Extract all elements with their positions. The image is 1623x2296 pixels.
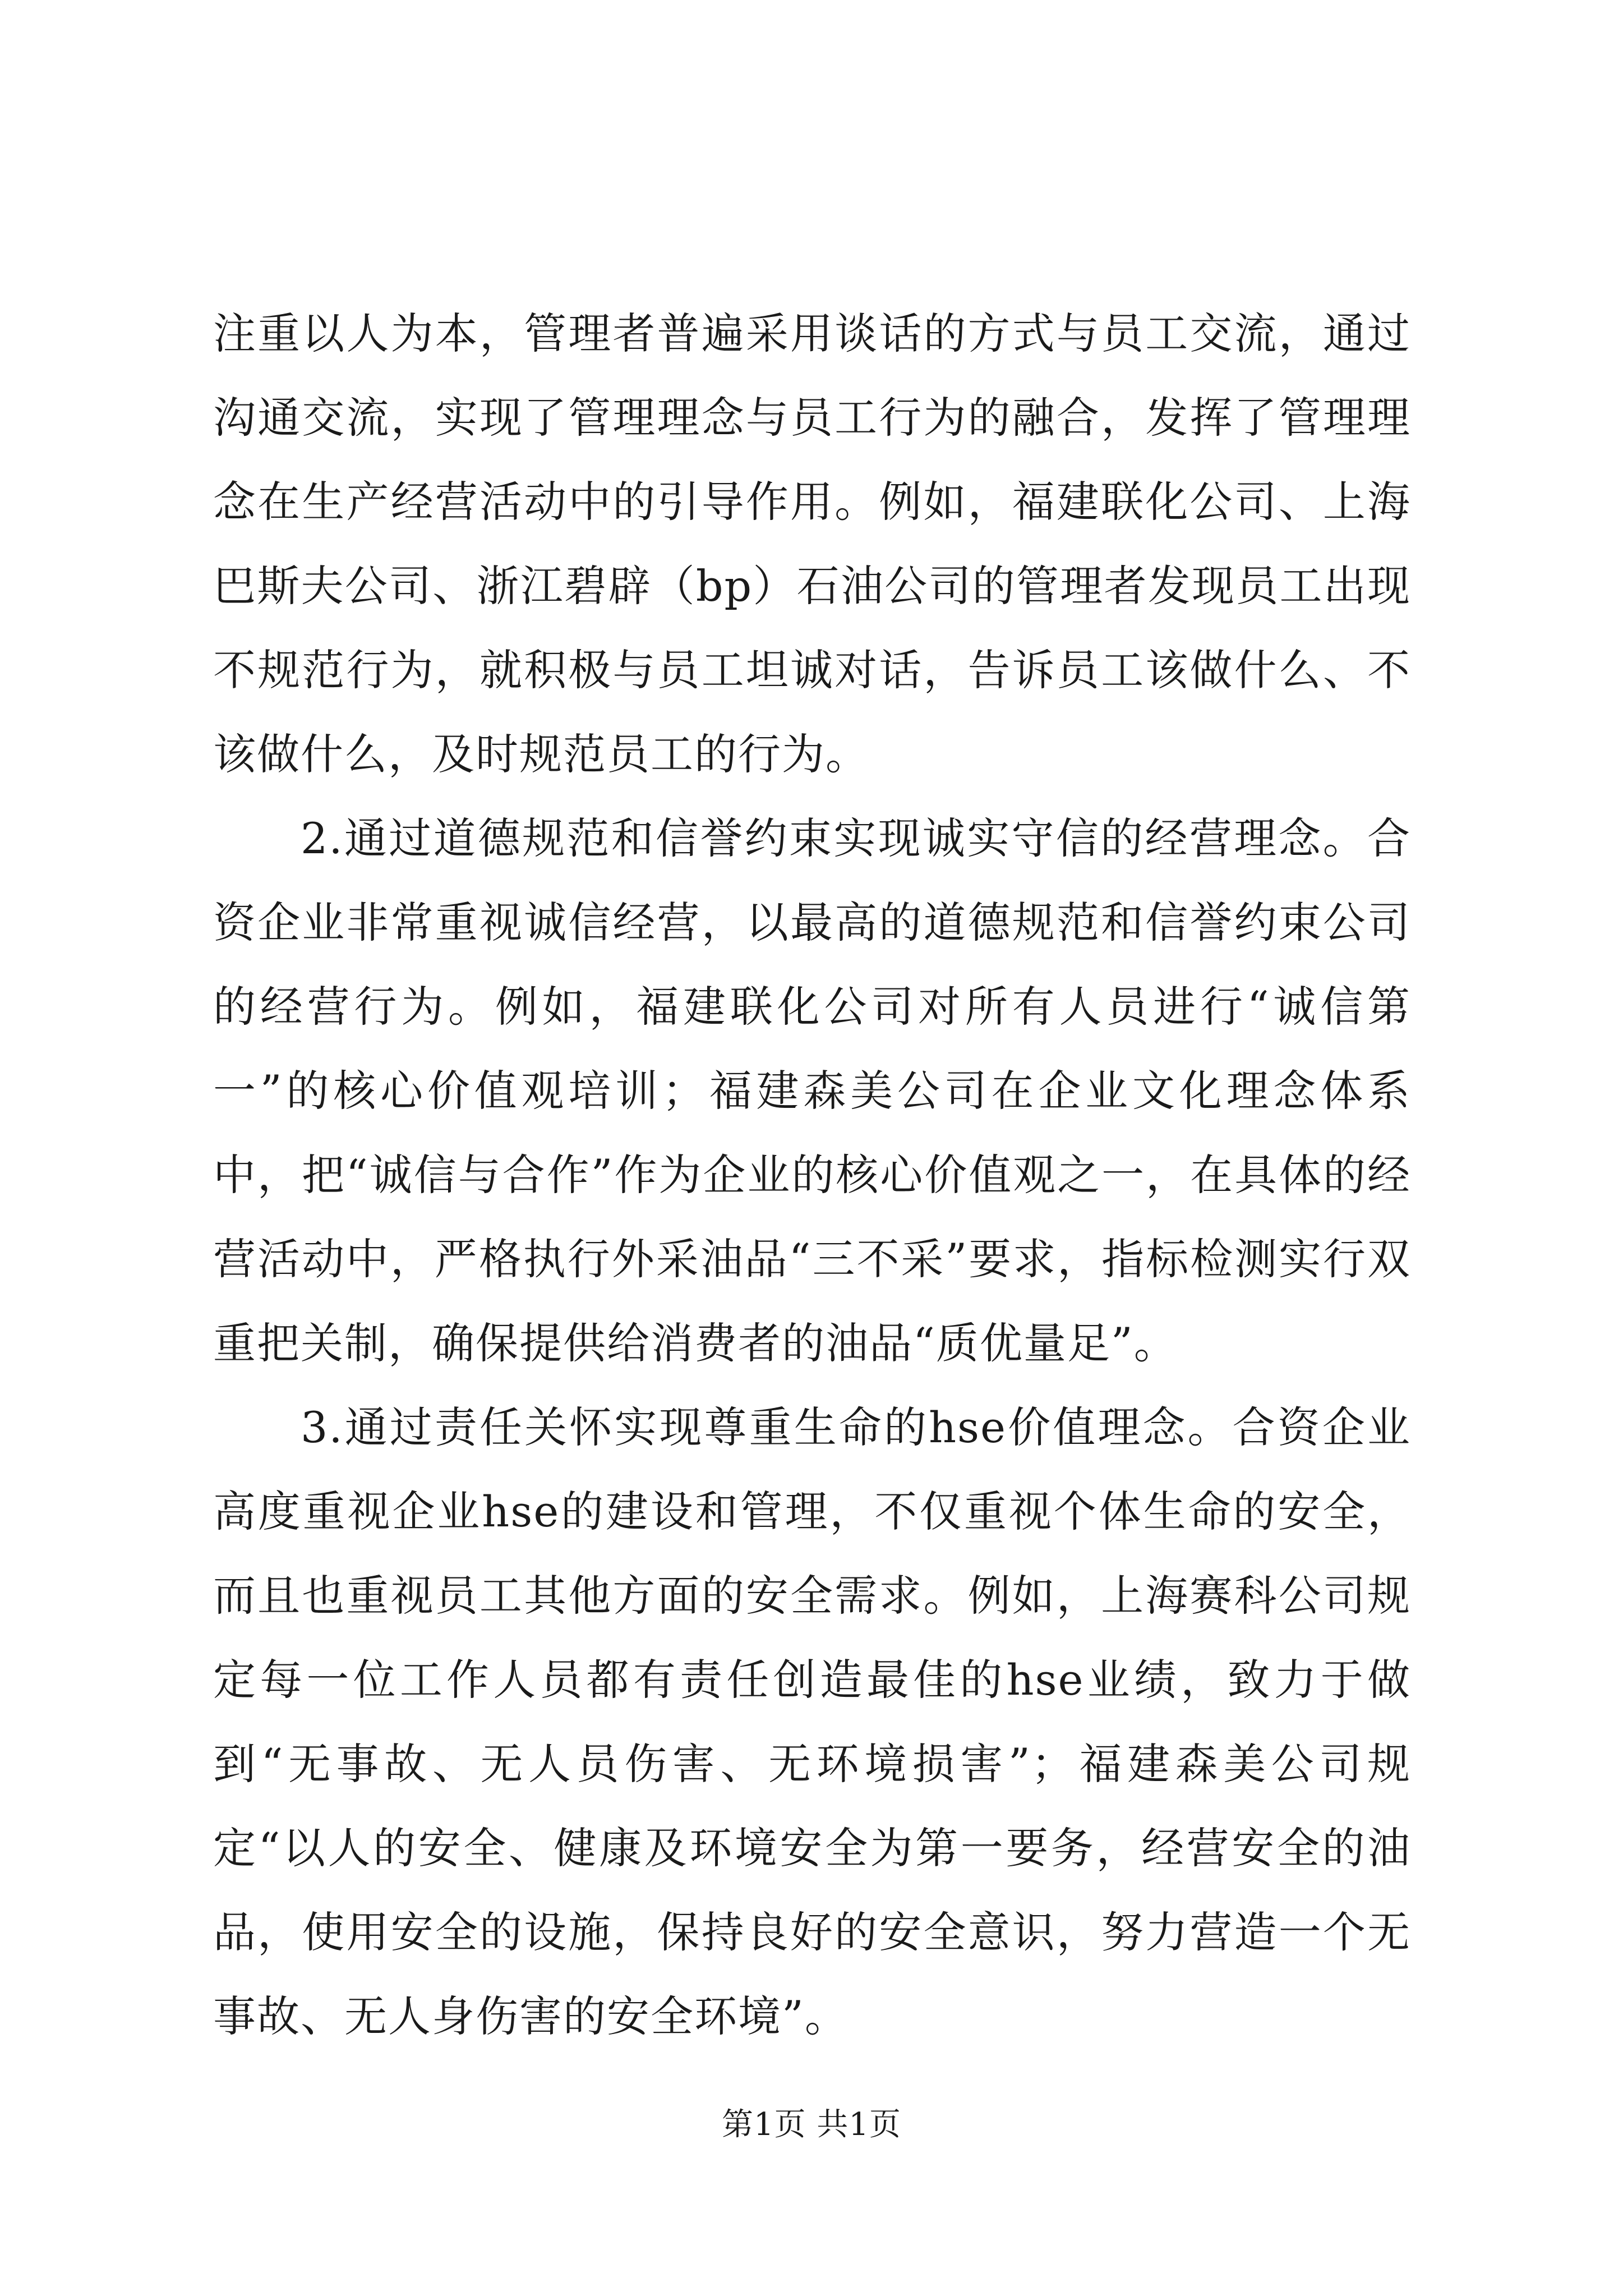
paragraph-continuation: 注重以人为本，管理者普遍采用谈话的方式与员工交流，通过沟通交流，实现了管理理念与员工行为的融合，发挥了管理理念在生产经营活动中的引导作用。例如，福建联化公司、上海巴斯夫公司、浙江碧辟（bp）石油公司的管理者发现员工出现不规范行为，就积极与员工坦诚对话，告诉员工该做什么、不该做什么，及时规范员工的行为。 [213,309,1411,779]
paragraph-item-2: 2.通过道德规范和信誉约束实现诚实守信的经营理念。合资企业非常重视诚信经营，以最高的道德规范和信誉约束公司的经营行为。例如，福建联化公司对所有人员进行“诚信第一”的核心价值观培训；福建森美公司在企业文化理念体系中，把“诚信与合作”作为企业的核心价值观之一，在具体的经营活动中，严格执行外采油品“三不采”要求，指标检测实行双重把关制，确保提供给消费者的油品“质优量足”。 [213,813,1411,1368]
page-footer: 第1页 共1页 [721,2106,902,2143]
paragraph-item-3: 3.通过责任关怀实现尊重生命的hse价值理念。合资企业高度重视企业hse的建设和管理，不仅重视个体生命的安全，而且也重视员工其他方面的安全需求。例如，上海赛科公司规定每一位工作人员都有责任创造最佳的hse业绩，致力于做到“无事故、无人员伤害、无环境损害”；福建森美公司规定“以人的安全、健康及环境安全为第一要务，经营安全的油品，使用安全的设施，保持良好的安全意识，努力营造一个无事故、无人身伤害的安全环境”。 [213,1402,1411,2041]
document-body [213,292,1411,2059]
